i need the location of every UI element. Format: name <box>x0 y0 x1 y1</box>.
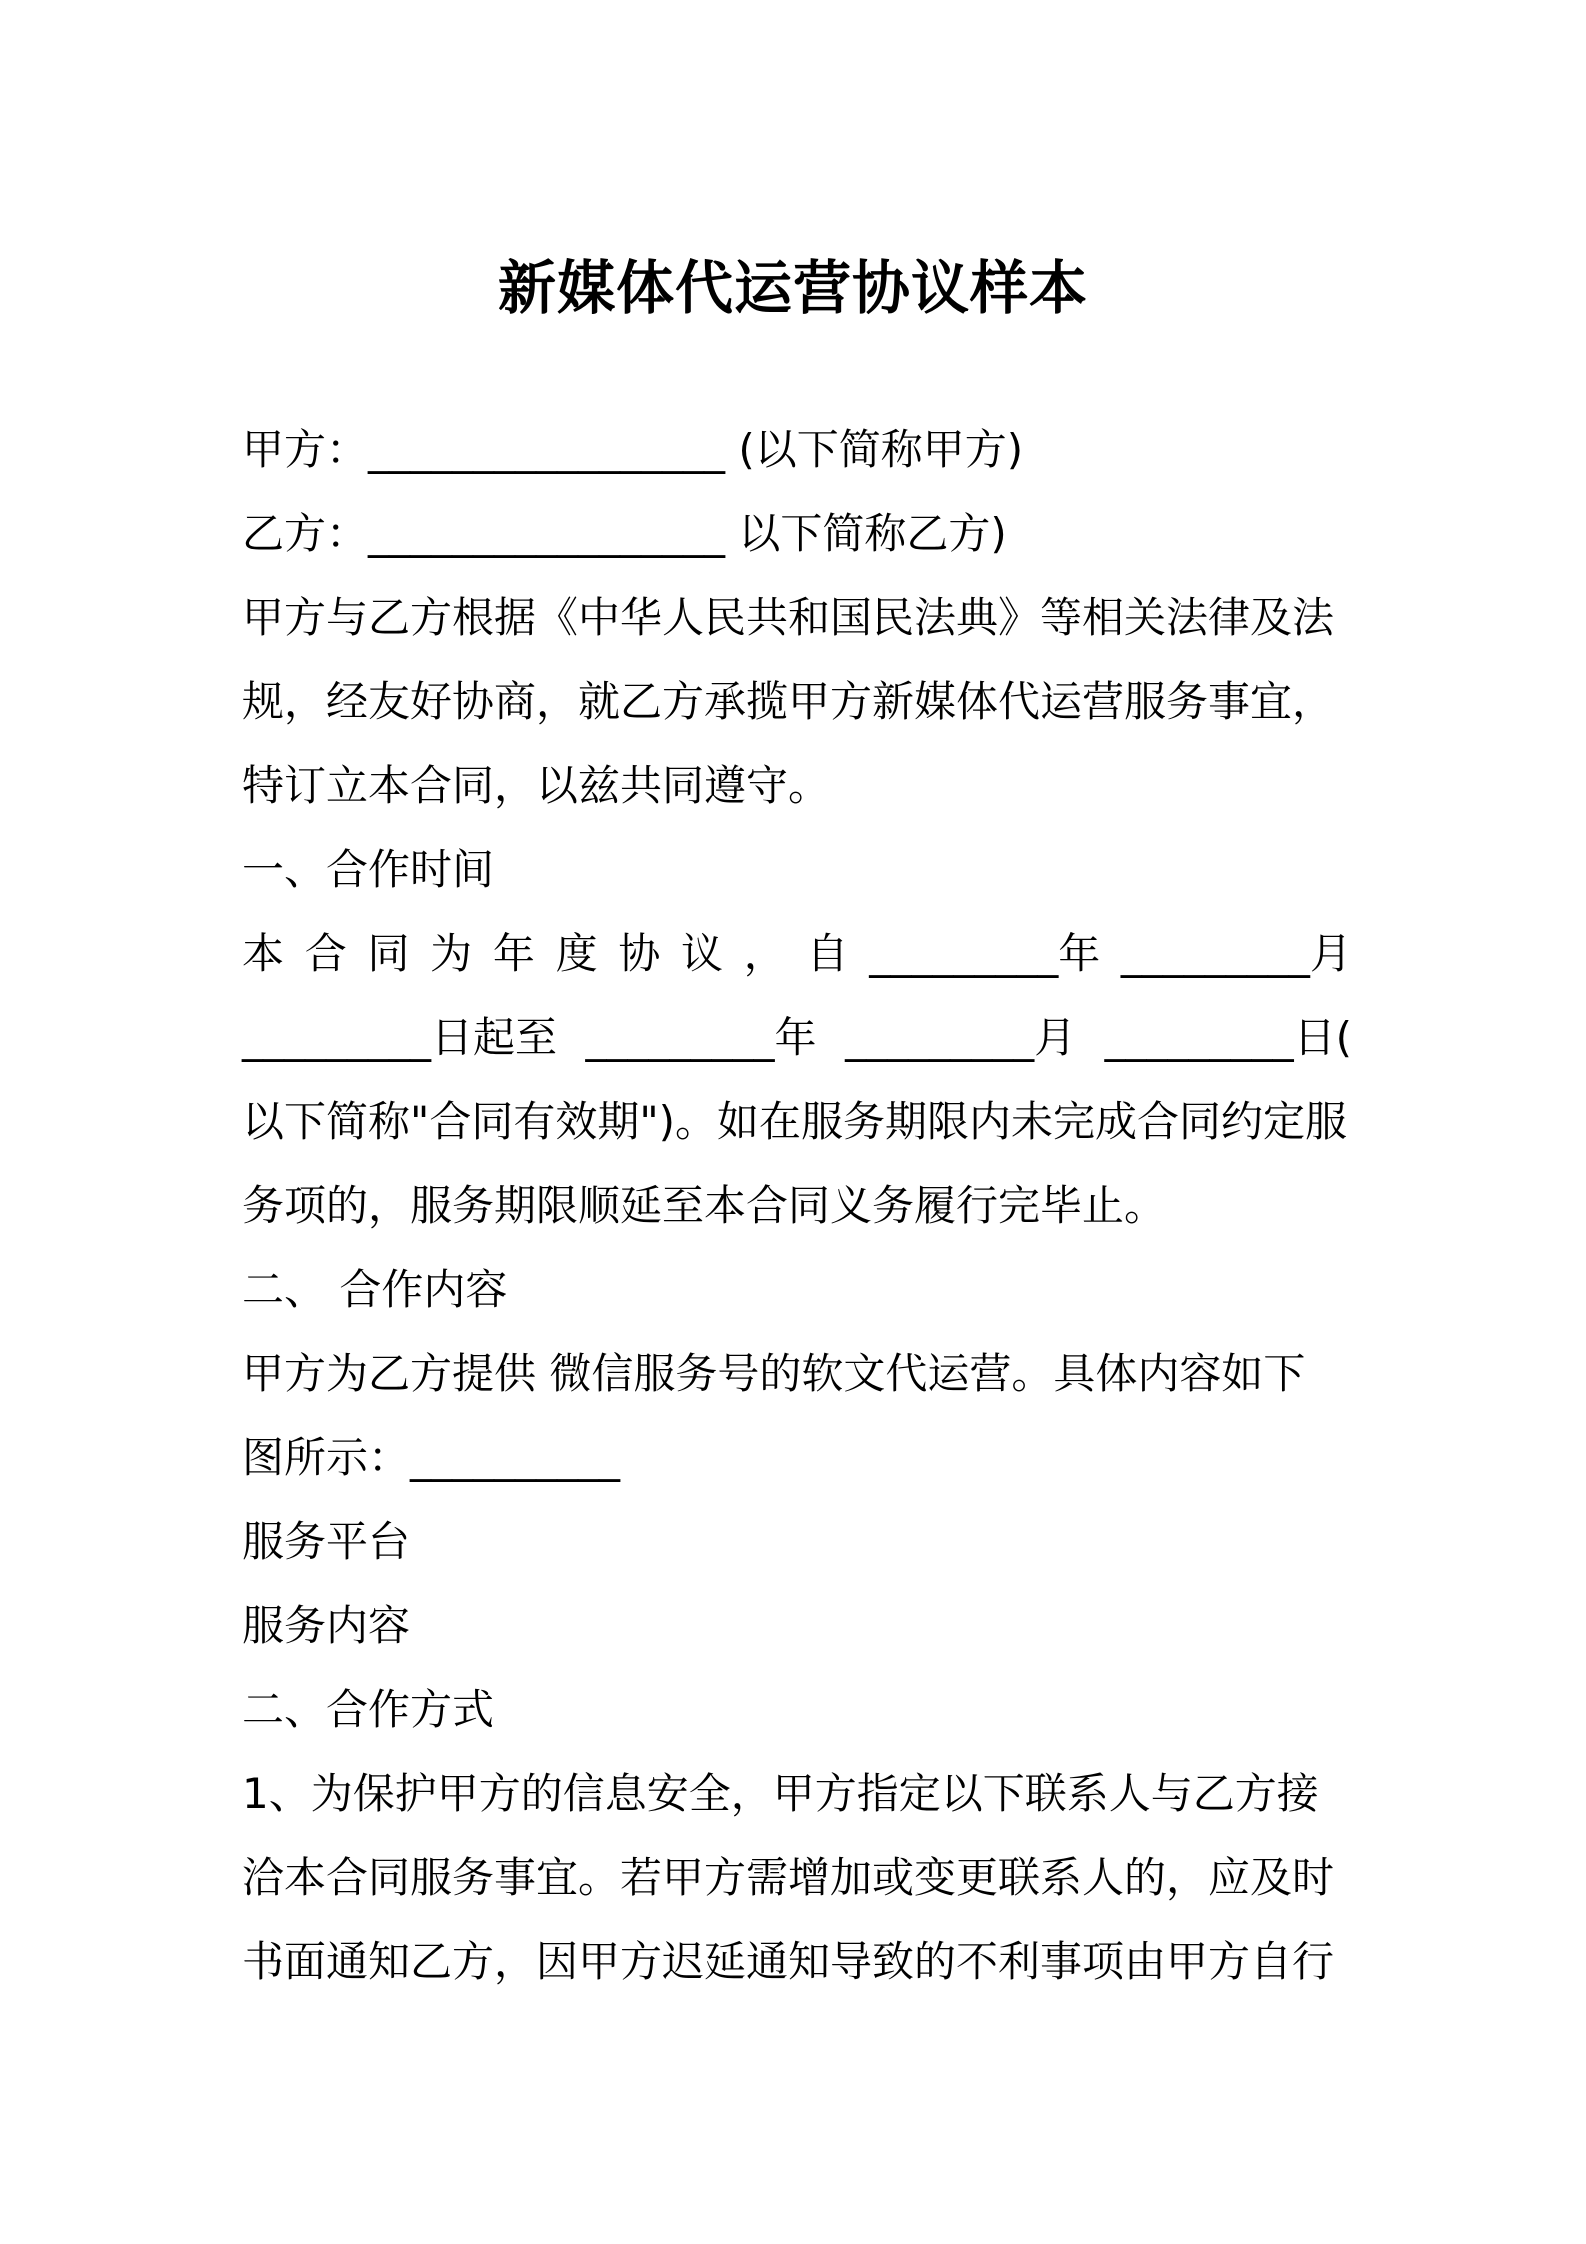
term-line-1 <box>242 912 1352 996</box>
section-cooperation-content: 二、 合作内容 <box>242 1265 508 1314</box>
service-platform-label: 服务平台 <box>242 1517 411 1566</box>
party-b-line: 乙方：_________________ 以下简称乙方) <box>242 509 1007 558</box>
term-token: ， <box>743 929 786 978</box>
term-line-2 <box>242 996 1352 1080</box>
intro-line-3: 特订立本合同，以兹共同遵守。 <box>242 761 831 810</box>
service-content-label: 服务内容 <box>242 1601 411 1650</box>
term-day-start-blank: _________日起至 <box>242 1013 558 1062</box>
term-line-4: 务项的，服务期限顺延至本合同义务履行完毕止。 <box>242 1181 1167 1230</box>
section-cooperation-time: 一、合作时间 <box>242 845 495 894</box>
term-token: 议 <box>681 929 724 978</box>
content-line-2: 图所示：__________ <box>242 1433 621 1482</box>
term-token: 同 <box>367 929 410 978</box>
term-token: 为 <box>430 929 473 978</box>
term-token: 合 <box>304 929 347 978</box>
section-cooperation-method: 二、合作方式 <box>242 1685 495 1734</box>
term-day-end-blank: _________日( <box>1104 1013 1352 1062</box>
term-token: 本 <box>242 929 285 978</box>
intro-line-2: 规，经友好协商，就乙方承揽甲方新媒体代运营服务事宜， <box>242 677 1335 726</box>
document-body <box>242 408 1352 2004</box>
party-a-line: 甲方：_________________ (以下简称甲方) <box>242 425 1024 474</box>
document-title: 新媒体代运营协议样本 <box>497 254 1088 322</box>
term-year-end-blank: _________年 <box>585 1013 817 1062</box>
term-month-blank: _________月 <box>1120 929 1352 978</box>
term-month-end-blank: _________月 <box>845 1013 1077 1062</box>
term-token: 协 <box>618 929 661 978</box>
content-line-1: 甲方为乙方提供 微信服务号的软文代运营。具体内容如下 <box>242 1349 1306 1398</box>
term-line-3: 以下简称"合同有效期")。如在服务期限内未完成合同约定服 <box>242 1097 1348 1146</box>
method-line-2: 洽本合同服务事宜。若甲方需增加或变更联系人的，应及时 <box>242 1853 1335 1902</box>
method-line-3: 书面通知乙方，因甲方迟延通知导致的不利事项由甲方自行 <box>242 1937 1335 1986</box>
term-token: 度 <box>555 929 598 978</box>
intro-line-1: 甲方与乙方根据《中华人民共和国民法典》等相关法律及法 <box>242 593 1335 642</box>
term-year-blank: _________年 <box>869 929 1101 978</box>
term-token: 自 <box>806 929 849 978</box>
term-token: 年 <box>492 929 535 978</box>
method-line-1: 1、为保护甲方的信息安全，甲方指定以下联系人与乙方接 <box>242 1769 1319 1818</box>
